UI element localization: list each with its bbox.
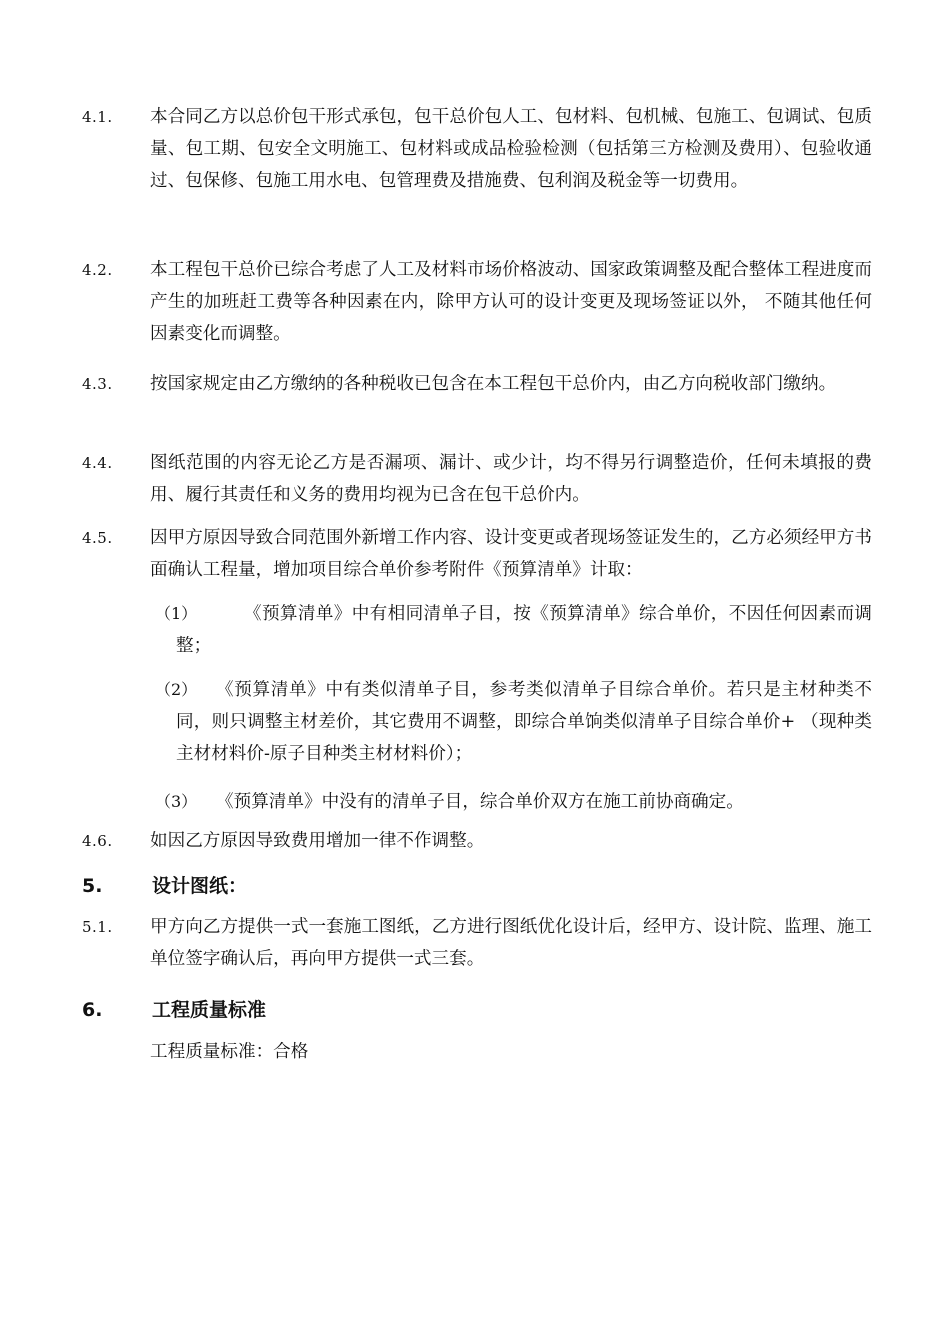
section-title: 设计图纸： [152, 875, 248, 897]
clause-text: 图纸范围的内容无论乙方是否漏项、漏计、或少计，均不得另行调整造价，任何未填报的费用、履行其责任和义务的费用均视为已含在包干总价内。 [150, 453, 872, 505]
clause-text: 本合同乙方以总价包干形式承包，包干总价包人工、包材料、包机械、包施工、包调试、包质量、包工期、包安全文明施工、包材料或成品检验检测（包括第三方检测及费用）、包验收通过、包保修、包施工用水电、包管理费及措施费、包利润及税金等一切费用。 [150, 107, 872, 191]
clause-number: 4.2. [82, 261, 113, 279]
clause-text: 甲方向乙方提供一式一套施工图纸，乙方进行图纸优化设计后，经甲方、设计院、监理、施工单位签字确认后，再向甲方提供一式三套。 [150, 917, 872, 969]
section-number: 5. [82, 875, 103, 897]
sub-item-text: 《预算清单》中有类似清单子目，参考类似清单子目综合单价。若只是主材种类不同，则只调整主材差价，其它费用不调整，即综合单饷类似清单子目综合单价+ （现种类主材材料价-原子目种类主材材料价）； [176, 680, 872, 764]
clause-number: 4.4. [82, 454, 113, 472]
clause-text: 按国家规定由乙方缴纳的各种税收已包含在本工程包干总价内，由乙方向税收部门缴纳。 [150, 374, 837, 394]
sub-item-text: 《预算清单》中没有的清单子目，综合单价双方在施工前协商确定。 [216, 792, 744, 812]
clause-text: 因甲方原因导致合同范围外新增工作内容、设计变更或者现场签证发生的，乙方必须经甲方书面确认工程量，增加项目综合单价参考附件《预算清单》计取： [150, 528, 872, 580]
section-number: 6. [82, 999, 103, 1021]
sub-item-marker: （1） [155, 604, 198, 623]
clause-number: 5.1. [82, 918, 113, 936]
section-title: 工程质量标准 [152, 999, 267, 1021]
clause-number: 4.1. [82, 108, 113, 126]
quality-standard-text: 工程质量标准：合格 [150, 1042, 309, 1062]
clause-number: 4.5. [82, 529, 113, 547]
clause-number: 4.3. [82, 375, 113, 393]
clause-text: 本工程包干总价已综合考虑了人工及材料市场价格波动、国家政策调整及配合整体工程进度而产生的加班赶工费等各种因素在内，除甲方认可的设计变更及现场签证以外， 不随其他任何因素变化而调整。 [150, 260, 872, 344]
sub-item-marker: （2） [155, 680, 198, 699]
sub-item-marker: （3） [155, 792, 198, 811]
sub-item-text: 《预算清单》中有相同清单子目，按《预算清单》综合单价，不因任何因素而调整； [176, 604, 872, 656]
clause-number: 4.6. [82, 832, 113, 850]
clause-text: 如因乙方原因导致费用增加一律不作调整。 [150, 831, 485, 851]
